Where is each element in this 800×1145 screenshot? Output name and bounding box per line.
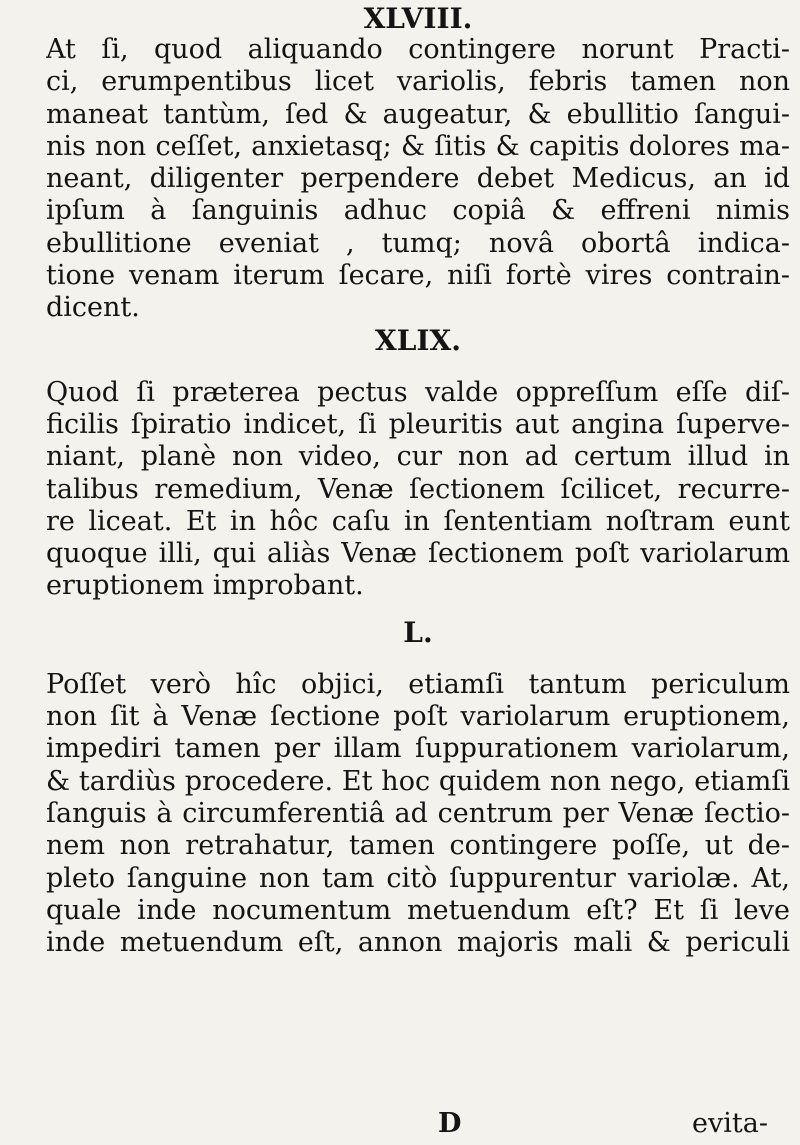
section-heading: XLIX. (375, 323, 461, 357)
text-line: ipſum à ſanguinis adhuc copiâ & effreni nimis (46, 195, 790, 227)
text-line: Poſſet verò hîc objici, etiamſi tantum periculum (46, 668, 790, 700)
text-line: At ſi, quod aliquando contingere norunt Practi- (46, 34, 790, 65)
text-line: quale inde nocumentum metuendum eſt? Et ſi leve (46, 894, 790, 926)
text-line: tione venam iterum ſecare, niſi fortè vires contrain- (46, 260, 790, 292)
catchword: evita- (692, 1108, 768, 1139)
text-line: talibus remedium, Venæ ſectionem ſcilicet, recurre- (46, 473, 790, 505)
text-line: ſanguis à circumferentiâ ad centrum per Venæ ſectio- (46, 797, 790, 829)
section-xlix (46, 377, 790, 603)
text-line: ficilis ſpiratio indicet, ſi pleuritis aut angina ſuperve- (46, 408, 790, 440)
section-l (46, 669, 790, 960)
text-line: re liceat. Et in hôc caſu in ſententiam noſtram eunt (46, 505, 790, 537)
running-head: XLVIII. (363, 2, 473, 35)
text-line: quoque illi, qui aliàs Venæ ſectionem poſt variolarum (46, 538, 790, 570)
text-line: nis non ceſſet, anxietasq; & ſitis & capitis dolores ma- (46, 130, 790, 162)
text-line: nem non retrahatur, tamen contingere poſſe, ut de- (46, 830, 790, 862)
text-line: niant, planè non video, cur non ad certum illud in (46, 441, 790, 473)
text-line: dicent. (46, 292, 140, 324)
text-line: eruptionem improbant. (46, 570, 364, 602)
signature-mark: D (438, 1108, 462, 1139)
text-line: non ſit à Venæ ſectione poſt variolarum eruptionem, (46, 701, 790, 733)
text-line: & tardiùs procedere. Et hoc quidem non nego, etiamſi (46, 765, 790, 797)
text-line: neant, diligenter perpendere debet Medicus, an id (46, 163, 790, 195)
text-line: maneat tantùm, ſed & augeatur, & ebullitio ſangui- (46, 98, 790, 130)
section-heading: L. (403, 615, 433, 649)
text-line: inde metuendum eſt, annon majoris mali & periculi (46, 927, 790, 959)
section-xlviii (46, 34, 790, 325)
text-line: ebullitione eveniat , tumq; novâ obortâ indica- (46, 227, 790, 259)
text-line: impediri tamen per illam ſuppurationem variolarum, (46, 733, 790, 765)
text-line: pleto ſanguine non tam citò ſuppurentur variolæ. At, (46, 862, 790, 894)
text-line: Quod ſi præterea pectus valde oppreſſum eſſe diſ- (46, 376, 790, 408)
text-line: ci, erumpentibus licet variolis, febris tamen non (46, 66, 790, 98)
